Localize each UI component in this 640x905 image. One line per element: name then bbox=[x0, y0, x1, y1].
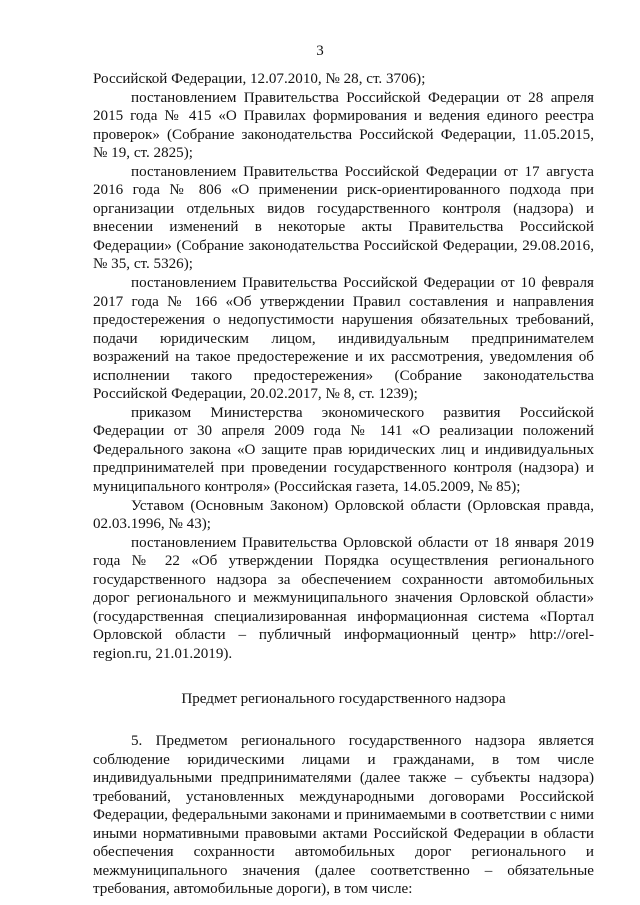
paragraph-continuation: Российской Федерации, 12.07.2010, № 28, ст. 3706); bbox=[93, 71, 426, 87]
document-body bbox=[93, 70, 594, 899]
paragraph-5: 5. Предметом регионального государственного надзора является соблюдение юридическими лицами и гражданами, в том числе индивидуальными предпринимателями (далее также – субъекты надзора) требований, установленных международными договорами Российской Федерации, федеральными законами и принимаемыми в соответствии с ними иными нормативными правовыми актами Российской Федерации в области обеспечения сохранности автомобильных дорог регионального и межмуниципального значения (далее соответственно – обязательные требования, автомобильные дороги), в том числе: bbox=[93, 733, 594, 898]
paragraph-decree-22: постановлением Правительства Орловской области от 18 января 2019 года № 22 «Об утверждении Порядка осуществления регионального государственного надзора за обеспечением сохранности автомобильных дорог регионального и межмуниципального значения Орловской области» (государственная специализированная информационная система «Портал Орловской области – публичный информационный центр» http://orel-region.ru, 21.01.2019). bbox=[93, 534, 594, 662]
paragraph-decree-166: постановлением Правительства Российской Федерации от 10 февраля 2017 года № 166 «Об утверждении Правил составления и направления предостережения о недопустимости нарушения обязательных требований, подачи юридическим лицом, индивидуальным предпринимателем возражений на такое предостережение и их рассмотрения, уведомления об исполнении такого предостережения» (Собрание законодательства Российской Федерации, 20.02.2017, № 8, ст. 1239); bbox=[93, 275, 594, 403]
paragraph-decree-806: постановлением Правительства Российской Федерации от 17 августа 2016 года № 806 «О применении риск-ориентированного подхода при организации отдельных видов государственного контроля (надзора) и внесении изменений в некоторые акты Правительства Российской Федерации» (Собрание законодательства Российской Федерации, 29.08.2016, № 35, ст. 5326); bbox=[93, 163, 594, 273]
paragraph-decree-415: постановлением Правительства Российской Федерации от 28 апреля 2015 года № 415 «О Правилах формирования и ведения единого реестра проверок» (Собрание законодательства Российской Федерации, 11.05.2015, № 19, ст. 2825); bbox=[93, 89, 594, 162]
paragraph-charter: Уставом (Основным Законом) Орловской области (Орловская правда, 02.03.1996, № 43); bbox=[93, 497, 594, 533]
page-number: 3 bbox=[316, 43, 324, 59]
paragraph-order-141: приказом Министерства экономического развития Российской Федерации от 30 апреля 2009 года № 141 «О реализации положений Федерального закона «О защите прав юридических лиц и индивидуальных предпринимателей при проведении государственного контроля (надзора) и муниципального контроля» (Российская газета, 14.05.2009, № 85); bbox=[93, 404, 594, 496]
section-heading: Предмет регионального государственного надзора bbox=[181, 690, 506, 707]
